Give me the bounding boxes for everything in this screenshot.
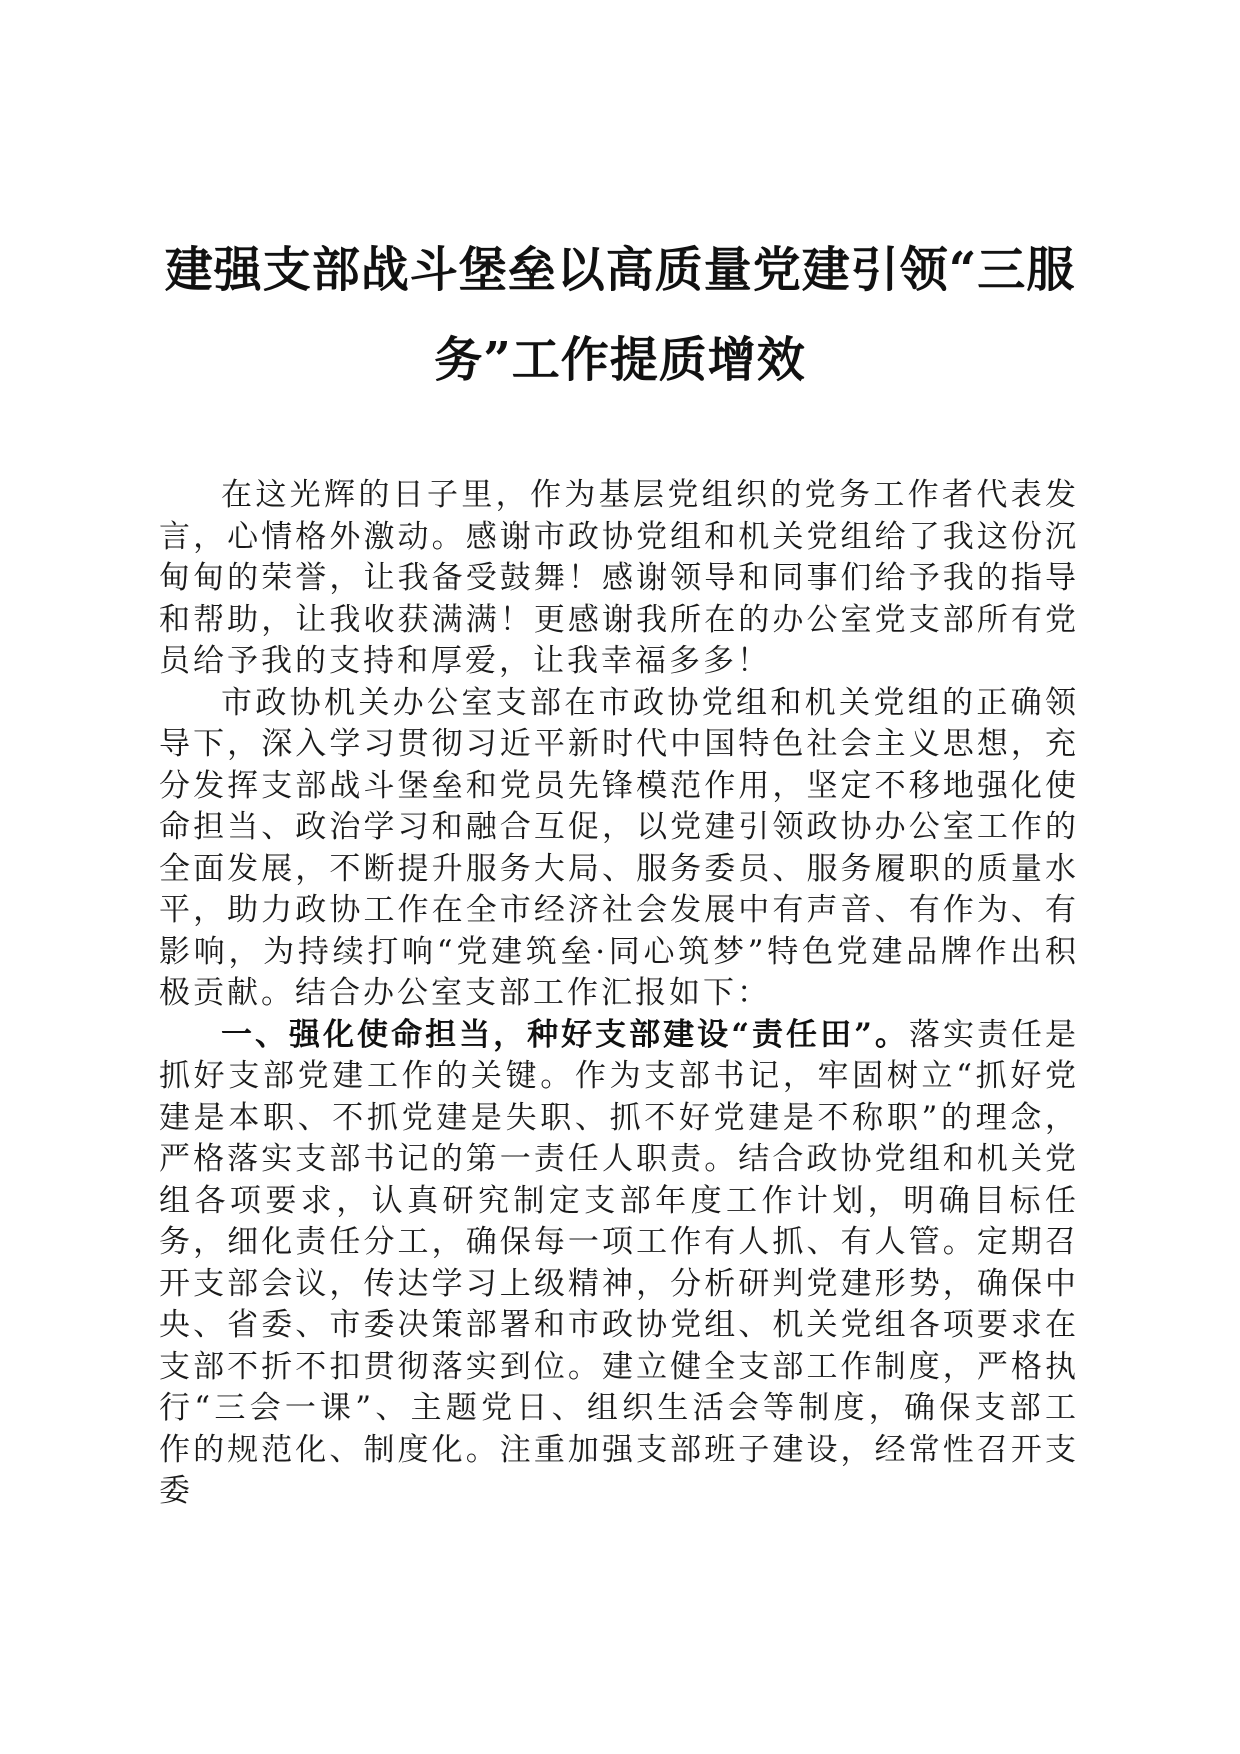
title-line-2: 务”工作提质增效	[434, 332, 806, 388]
paragraph-text: 落实责任是抓好支部党建工作的关键。作为支部书记，牢固树立“抓好党建是本职、不抓党建是失职、抓不好党建是不称职”的理念，严格落实支部书记的第一责任人职责。结合政协党组和机关党组各项要求，认真研究制定支部年度工作计划，明确目标任务，细化责任分工，确保每一项工作有人抓、有人管。定期召开支部会议，传达学习上级精神，分析研判党建形势，确保中央、省委、市委决策部署和市政协党组、机关党组各项要求在支部不折不扣贯彻落实到位。建立健全支部工作制度，严格执行“三会一课”、主题党日、组织生活会等制度，确保支部工作的规范化、制度化。注重加强支部班子建设，经常性召开支委	[159, 1016, 1079, 1509]
document-body	[159, 475, 1079, 1513]
title-line-1: 建强支部战斗堡垒以高质量党建引领“三服	[164, 242, 1076, 298]
paragraph-text: 市政协机关办公室支部在市政协党组和机关党组的正确领导下，深入学习贯彻习近平新时代中国特色社会主义思想，充分发挥支部战斗堡垒和党员先锋模范作用，坚定不移地强化使命担当、政治学习和融合互促，以党建引领政协办公室工作的全面发展，不断提升服务大局、服务委员、服务履职的质量水平，助力政协工作在全市经济社会发展中有声音、有作为、有影响，为持续打响“党建筑垒·同心筑梦”特色党建品牌作出积极贡献。结合办公室支部工作汇报如下：	[159, 684, 1079, 1011]
section-heading: 一、强化使命担当，种好支部建设“责任田”。	[221, 1016, 909, 1053]
paragraph-1	[159, 475, 1079, 683]
page-title	[150, 225, 1090, 405]
paragraph-3	[159, 1015, 1079, 1513]
paragraph-2	[159, 683, 1079, 1015]
paragraph-text: 在这光辉的日子里，作为基层党组织的党务工作者代表发言，心情格外激动。感谢市政协党组和机关党组给了我这份沉甸甸的荣誉，让我备受鼓舞！感谢领导和同事们给予我的指导和帮助，让我收获满满！更感谢我所在的办公室党支部所有党员给予我的支持和厚爱，让我幸福多多！	[159, 477, 1079, 679]
